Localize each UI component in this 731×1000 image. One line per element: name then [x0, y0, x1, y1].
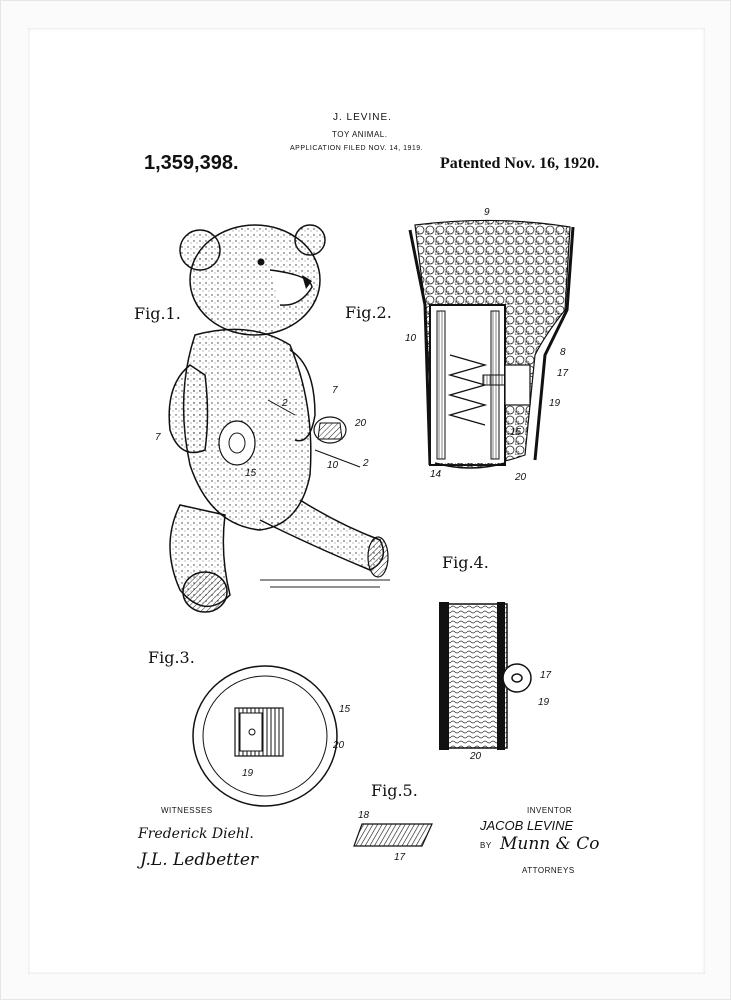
fig1-ref: 2 [363, 458, 369, 469]
fig5-label: Fig.5. [371, 781, 418, 800]
fig4-ref: 17 [540, 670, 552, 681]
attorney-signature: Munn & Co [500, 834, 600, 854]
fig5-ref: 18 [358, 810, 370, 821]
fig2-ref: 20 [515, 472, 527, 483]
witnesses-label: WITNESSES [161, 806, 213, 815]
inventor-header: J. LEVINE. [333, 112, 392, 123]
patent-date: Patented Nov. 16, 1920. [440, 155, 600, 172]
fig5-ref: 17 [394, 852, 406, 863]
fig2-ref: 14 [430, 469, 442, 480]
invention-title: TOY ANIMAL. [332, 130, 388, 139]
application-filed: APPLICATION FILED NOV. 14, 1919. [290, 145, 424, 152]
attorneys-label: ATTORNEYS [522, 866, 575, 875]
fig2-label: Fig.2. [345, 303, 392, 322]
inventor-label: INVENTOR [527, 806, 573, 815]
cylinder-drawing [435, 600, 535, 752]
fig3-ref: 19 [242, 768, 254, 779]
fig2-ref: 9 [484, 207, 490, 218]
fig4-ref: 20 [470, 751, 482, 762]
patent-number: 1,359,398. [144, 152, 239, 174]
fig2-ref: 10 [405, 333, 417, 344]
fig4-label: Fig.4. [442, 553, 489, 572]
fig1-ref: 15 [245, 468, 257, 479]
fig4-ref: 19 [538, 697, 550, 708]
fig1-ref: 10 [327, 460, 339, 471]
fig1-ref: 2 [282, 398, 288, 409]
round-plate-drawing [190, 660, 340, 810]
inventor-name: JACOB LEVINE [480, 818, 574, 833]
fig3-ref: 20 [333, 740, 345, 751]
fig2-ref: 8 [560, 347, 566, 358]
fig3-ref: 15 [339, 704, 351, 715]
fig3-label: Fig.3. [148, 648, 195, 667]
cross-section-drawing [405, 215, 580, 485]
by-label: BY [480, 841, 492, 850]
fig2-ref: 15 [510, 427, 522, 438]
fig1-ref: 7 [332, 385, 338, 396]
witness-signature-1: Frederick Diehl. [138, 826, 254, 842]
fig1-ref: 7 [155, 432, 161, 443]
fig2-ref: 19 [549, 398, 561, 409]
fig2-ref: 17 [557, 368, 569, 379]
fig1-label: Fig.1. [134, 304, 181, 323]
witness-signature-2: J.L. Ledbetter [140, 850, 259, 870]
fig1-ref: 20 [355, 418, 367, 429]
reed-drawing [352, 820, 437, 850]
